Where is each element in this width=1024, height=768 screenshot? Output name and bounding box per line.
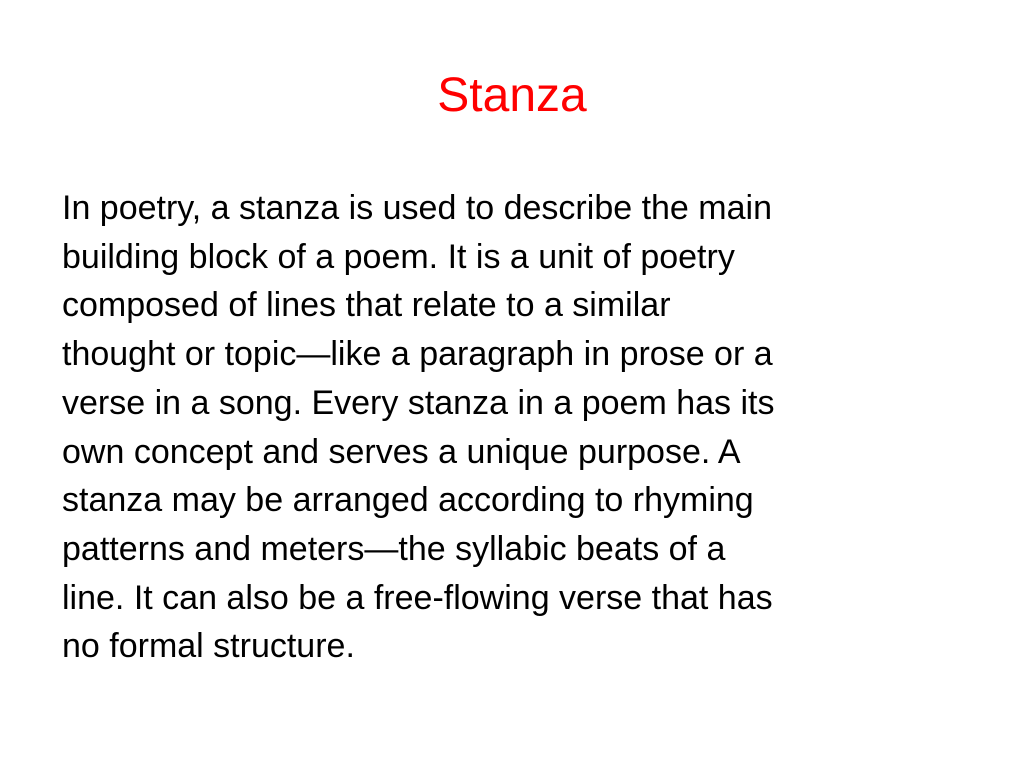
- paragraph-line: no formal structure.: [62, 627, 355, 666]
- paragraph-line: stanza may be arranged according to rhyming: [62, 481, 754, 520]
- paragraph-line: patterns and meters—the syllabic beats of a: [62, 529, 726, 568]
- paragraph-line: verse in a song. Every stanza in a poem has its: [62, 383, 775, 422]
- body-paragraph: [62, 184, 962, 671]
- paragraph-line: line. It can also be a free-flowing verse that has: [62, 578, 773, 617]
- paragraph-line: building block of a poem. It is a unit of poetry: [62, 237, 735, 276]
- slide-title: Stanza: [437, 69, 587, 122]
- paragraph-line: In poetry, a stanza is used to describe the main: [62, 189, 772, 227]
- paragraph-line: own concept and serves a unique purpose. A: [62, 432, 741, 471]
- paragraph-line: thought or topic—like a paragraph in prose or a: [62, 335, 773, 374]
- paragraph-line: composed of lines that relate to a similar: [62, 286, 671, 325]
